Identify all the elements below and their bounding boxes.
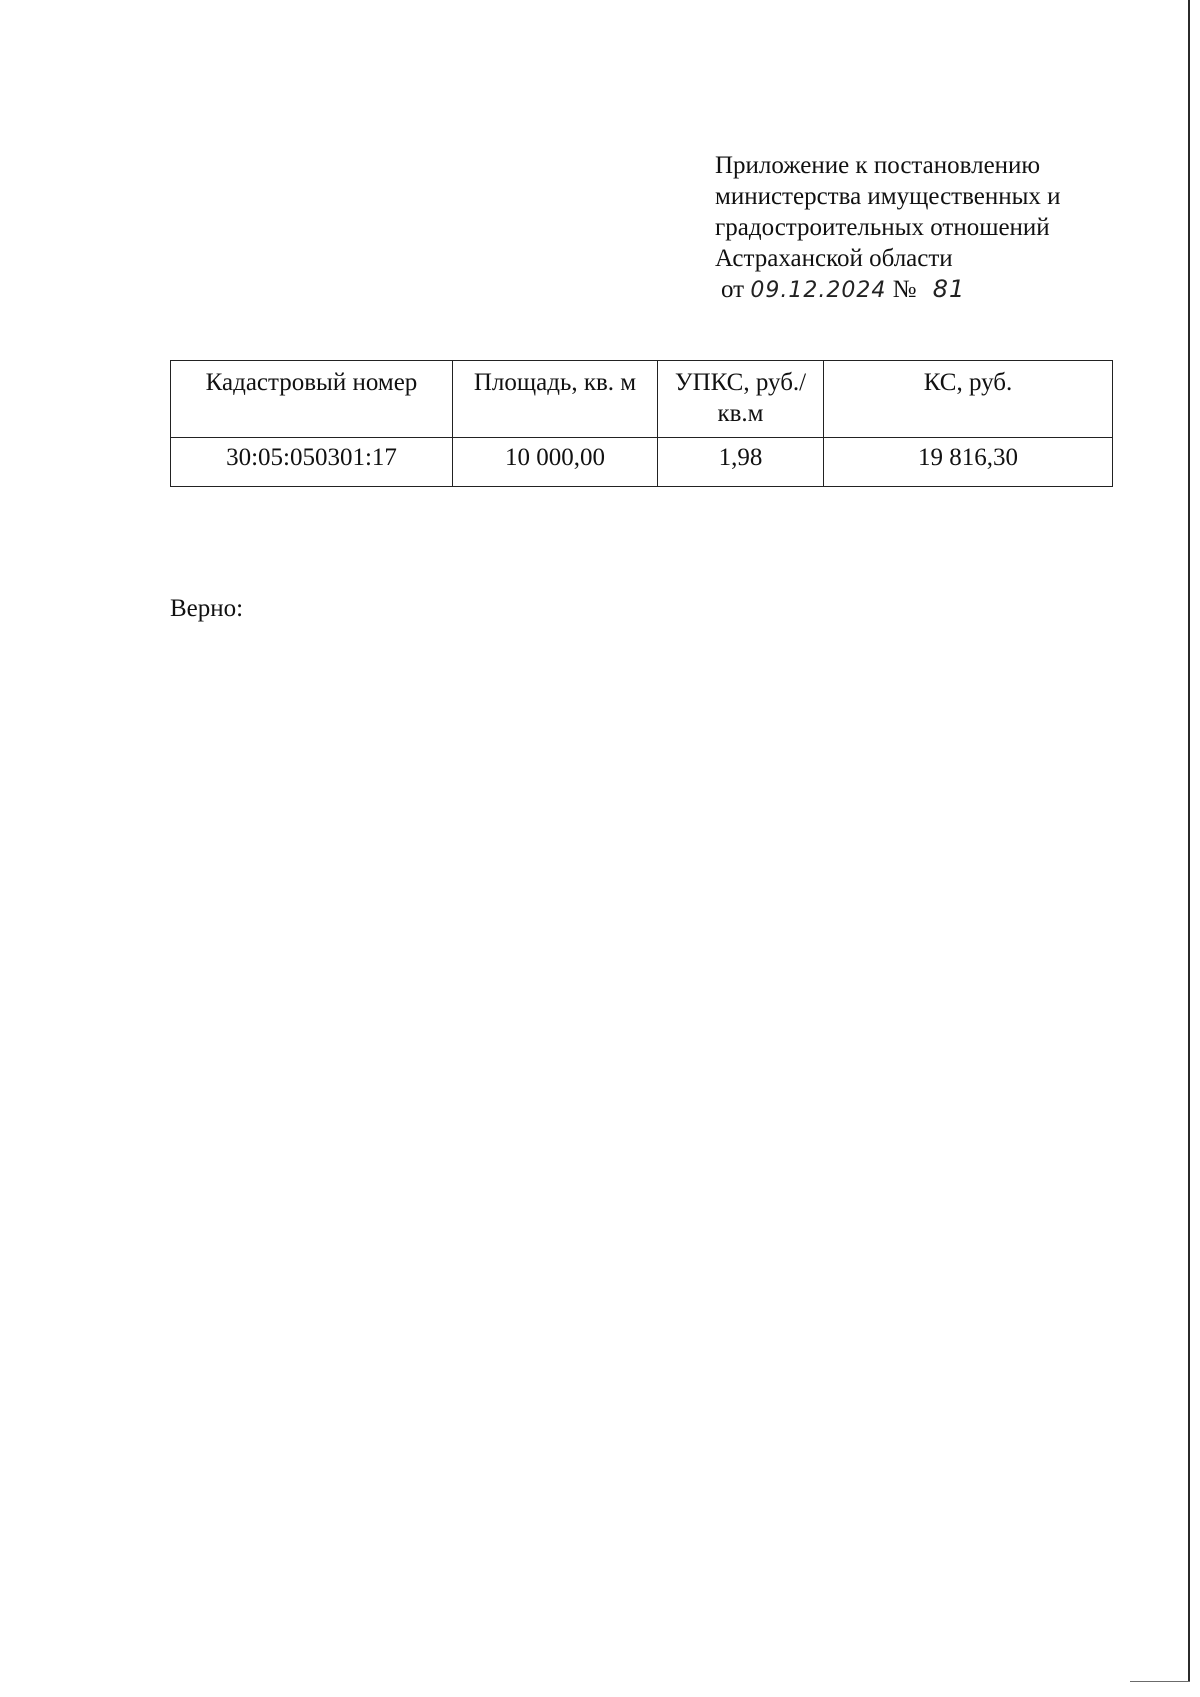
cadastre-table [170,360,1113,487]
header-ks: КС, руб. [824,361,1113,438]
cell-area: 10 000,00 [453,438,658,487]
table-row [171,438,1113,487]
number-sign: № [892,276,917,303]
header-area: Площадь, кв. м [453,361,658,438]
cell-upks: 1,98 [658,438,824,487]
header-cadastral-number: Кадастровый номер [171,361,453,438]
appendix-line-3: градостроительных отношений [715,214,1050,241]
verno-label: Верно: [170,595,244,622]
handwritten-date: 09.12.2024 [750,278,887,303]
appendix-date-line [715,274,1155,306]
header-upks: УПКС, руб./кв.м [658,361,824,438]
table-header-row [171,361,1113,438]
scan-edge-line [1188,0,1190,1682]
appendix-line-1: Приложение к постановлению [715,152,1041,179]
appendix-line-4: Астраханской области [715,245,953,272]
date-prefix: от [721,276,745,303]
appendix-header [715,150,1155,306]
scan-edge-corner [1130,1681,1190,1682]
cell-cadastral-number: 30:05:050301:17 [171,438,453,487]
appendix-line-2: министерства имущественных и [715,183,1061,210]
handwritten-number: 81 [932,275,966,303]
cell-ks: 19 816,30 [824,438,1113,487]
